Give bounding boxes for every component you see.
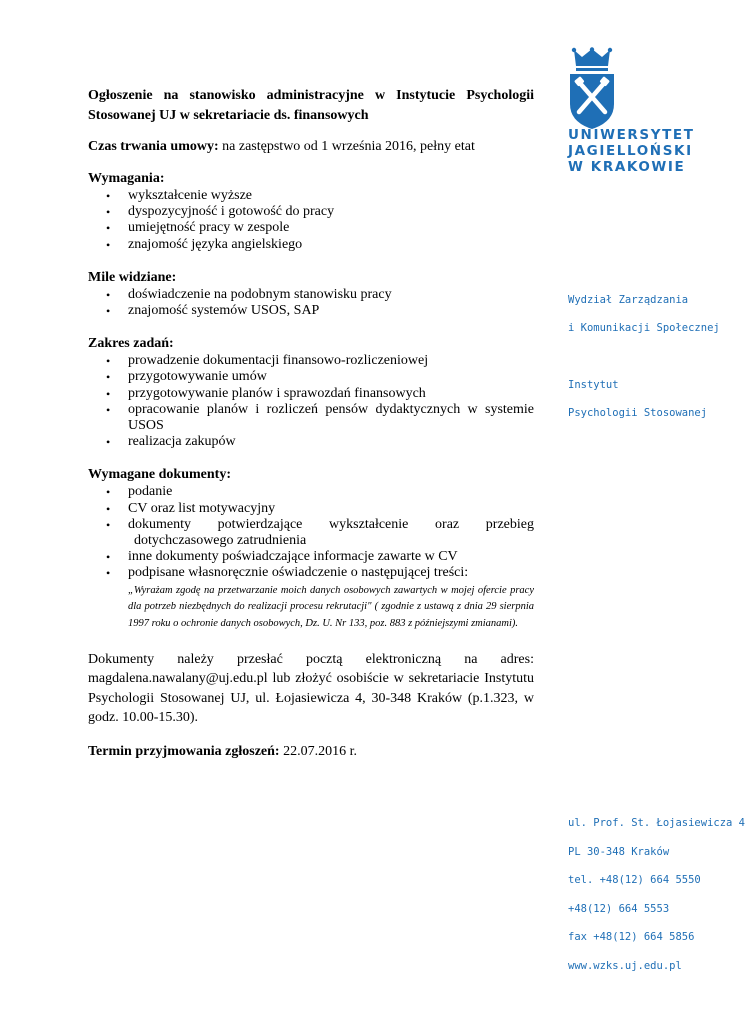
deadline-value: 22.07.2016 r. [279, 743, 357, 759]
duration-label: Czas trwania umowy: [88, 139, 219, 154]
list-item: • podanie [128, 484, 534, 500]
submission-instructions: Dokumenty należy przesłać pocztą elektroniczną na adres: magdalena.nawalany@uj.edu.pl lub złożyć osobiście w sekretariacie Instytutu Psychologii Stosowanej UJ, ul. Łojasiewicza 4, 30-348 Kraków (p.1.323, w godz. 10.00-15.30). [88, 652, 534, 725]
consent-statement: „Wyrażam zgodę na przetwarzanie moich danych osobowych zawartych w mojej ofercie pracy dla potrzeb niezbędnych do realizacji procesu rekrutacji" ( zgodnie z ustawą z dnia 29 sierpnia 1997 roku o ochronie danych osobowych, Dz. U. Nr 133, poz. 883 z późniejszymi zmianami). [128, 584, 534, 629]
duties-list [88, 353, 534, 450]
list-item: • doświadczenie na podobnym stanowisku pracy [128, 287, 534, 303]
university-crest-icon [568, 48, 616, 130]
nice-to-have-list [88, 287, 534, 319]
contact-postcode: PL 30-348 Kraków [568, 846, 670, 858]
website-link[interactable]: www.wzks.uj.edu.pl [568, 960, 682, 972]
list-item: • realizacja zakupów [128, 434, 534, 450]
institute-line: Psychologii Stosowanej [568, 407, 708, 419]
contact-phone: +48(12) 664 5553 [568, 903, 670, 915]
list-item [128, 565, 534, 632]
institute-line: Instytut [568, 379, 619, 391]
nice-to-have-section [88, 269, 534, 319]
list-item: • dyspozycyjność i gotowość do pracy [128, 204, 534, 220]
university-name-line: UNIWERSYTET [568, 127, 695, 143]
duration-value: na zastępstwo od 1 września 2016, pełny etat [218, 139, 475, 154]
contact-fax: fax +48(12) 664 5856 [568, 931, 695, 943]
faculty-line: i Komunikacji Społecznej [568, 322, 720, 334]
list-item: • prowadzenie dokumentacji finansowo-rozliczeniowej [128, 353, 534, 369]
contact-address: ul. Prof. St. Łojasiewicza 4 [568, 817, 745, 829]
duties-section [88, 335, 534, 450]
list-item: • znajomość języka angielskiego [128, 237, 534, 253]
duties-heading: Zakres zadań: [88, 336, 174, 352]
list-item: • przygotowywanie umów [128, 369, 534, 385]
deadline-label: Termin przyjmowania zgłoszeń: [88, 743, 280, 759]
application-deadline [88, 743, 534, 761]
requirements-list [88, 188, 534, 253]
list-item: • wykształcenie wyższe [128, 188, 534, 204]
list-item: • znajomość systemów USOS, SAP [128, 303, 534, 319]
faculty-line: Wydział Zarządzania [568, 294, 689, 306]
university-name-line: JAGIELLOŃSKI [568, 143, 693, 159]
nice-to-have-heading: Mile widziane: [88, 269, 177, 285]
list-item: • inne dokumenty poświadczające informacje zawarte w CV [128, 549, 534, 565]
documents-heading: Wymagane dokumenty: [88, 467, 231, 483]
documents-section [88, 466, 534, 632]
contract-duration [88, 138, 534, 156]
contact-phone: tel. +48(12) 664 5550 [568, 874, 701, 886]
list-item-line: • dokumenty potwierdzające wykształcenie oraz przebieg [128, 516, 534, 532]
announcement-title: Ogłoszenie na stanowisko administracyjne w Instytucie Psychologii Stosowanej UJ w sekretariacie ds. finansowych [88, 88, 534, 123]
requirements-heading: Wymagania: [88, 171, 165, 186]
announcement-body [88, 86, 534, 761]
list-item: • umiejętność pracy w zespole [128, 220, 534, 236]
list-item: • opracowanie planów i rozliczeń pensów dydaktycznych w systemie USOS [128, 402, 534, 434]
list-item: • przygotowywanie planów i sprawozdań finansowych [128, 386, 534, 402]
list-item-continuation: dotychczasowego zatrudnienia [134, 533, 307, 549]
list-item-line: • podpisane własnoręcznie oświadczenie o następującej treści: [128, 565, 469, 581]
documents-list [88, 484, 534, 632]
requirements-section [88, 170, 534, 253]
university-name-line: W KRAKOWIE [568, 159, 686, 175]
university-name [568, 127, 695, 175]
list-item: • CV oraz list motywacyjny [128, 501, 534, 517]
list-item [128, 517, 534, 549]
